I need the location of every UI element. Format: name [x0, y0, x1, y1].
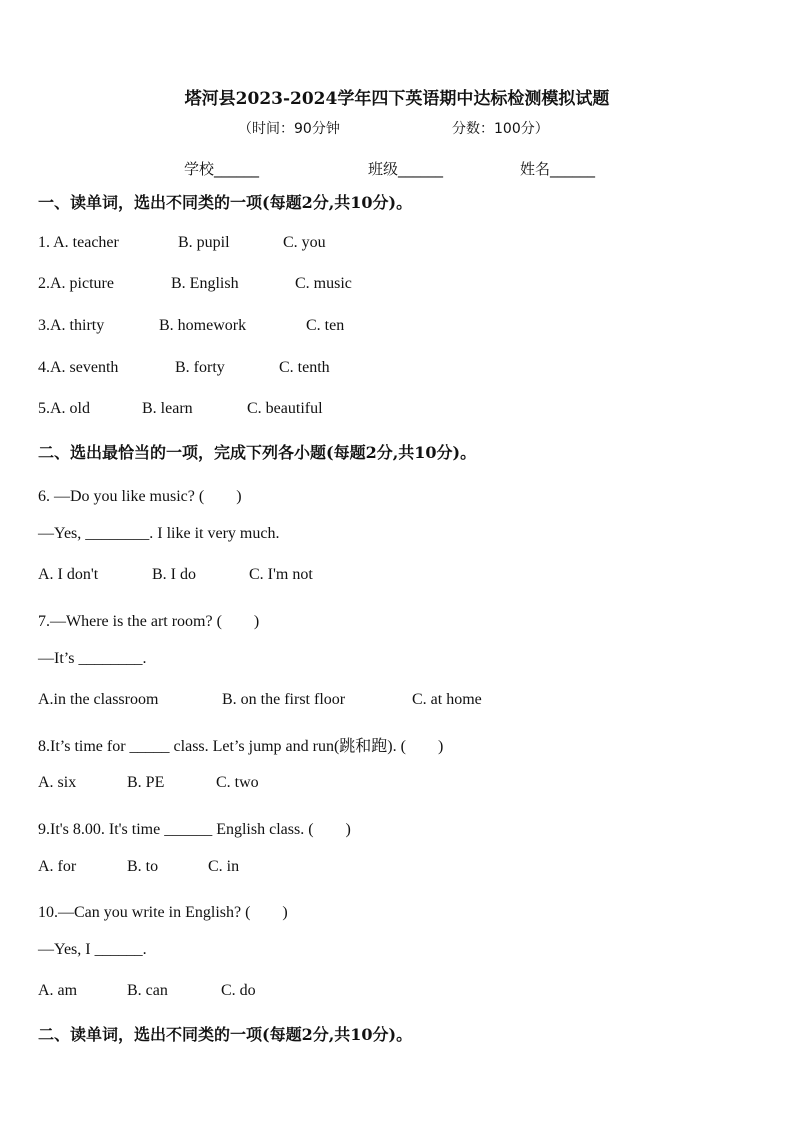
q4-option-c: C. tenth: [279, 359, 330, 376]
question-7-answer-line: —It’s ________.: [38, 650, 147, 667]
class-field: 班级______: [368, 160, 444, 178]
q1-option-c: C. you: [283, 234, 326, 251]
question-7: 7.—Where is the art room? ( ): [38, 613, 260, 630]
q7-option-b: B. on the first floor: [222, 691, 346, 708]
q6-option-c: C. I'm not: [249, 566, 313, 583]
question-8: 8.It’s time for _____ class. Let’s jump and run(跳和跑). ( ): [38, 738, 444, 755]
question-10-answer-line: —Yes, I ______.: [38, 941, 147, 958]
section-3-heading: 二、读单词，选出不同类的一项(每题2分,共10分)。: [38, 1025, 413, 1044]
name-field: 姓名______: [520, 160, 596, 178]
q1-option-b: B. pupil: [178, 234, 230, 251]
q9-option-c: C. in: [208, 858, 240, 875]
q5-option-c: C. beautiful: [247, 400, 323, 417]
q3-option-a: 3.A. thirty: [38, 317, 105, 334]
exam-time: （时间：90分钟: [238, 121, 340, 137]
q10-option-a: A. am: [38, 982, 78, 999]
q2-option-c: C. music: [295, 275, 352, 292]
q5-option-a: 5.A. old: [38, 400, 90, 417]
q9-option-b: B. to: [127, 858, 159, 875]
q3-option-c: C. ten: [306, 317, 345, 334]
section-1-heading: 一、读单词，选出不同类的一项(每题2分,共10分)。: [38, 193, 413, 212]
q5-option-b: B. learn: [142, 400, 193, 417]
question-6: 6. —Do you like music? ( ): [38, 488, 242, 505]
question-9: 9.It's 8.00. It's time ______ English class. ( ): [38, 821, 351, 838]
q2-option-b: B. English: [171, 275, 239, 292]
q10-option-c: C. do: [221, 982, 256, 999]
q6-option-b: B. I do: [152, 566, 196, 583]
q7-option-a: A.in the classroom: [38, 691, 159, 708]
section-2-heading: 二、选出最恰当的一项，完成下列各小题(每题2分,共10分)。: [38, 443, 477, 462]
q8-option-a: A. six: [38, 774, 77, 791]
q7-option-c: C. at home: [412, 691, 482, 708]
q2-option-a: 2.A. picture: [38, 275, 114, 292]
q3-option-b: B. homework: [159, 317, 247, 334]
q1-option-a: 1. A. teacher: [38, 234, 119, 251]
q8-option-c: C. two: [216, 774, 259, 791]
q6-option-a: A. I don't: [38, 566, 99, 583]
q9-option-a: A. for: [38, 858, 77, 875]
q4-option-a: 4.A. seventh: [38, 359, 119, 376]
question-6-answer-line: —Yes, ________. I like it very much.: [38, 525, 280, 542]
exam-score: 分数：100分）: [452, 121, 549, 137]
q10-option-b: B. can: [127, 982, 168, 999]
school-field: 学校______: [184, 160, 260, 178]
q4-option-b: B. forty: [175, 359, 225, 376]
q8-option-b: B. PE: [127, 774, 165, 791]
question-10: 10.—Can you write in English? ( ): [38, 904, 288, 921]
exam-title: 塔河县2023-2024学年四下英语期中达标检测模拟试题: [184, 89, 610, 109]
